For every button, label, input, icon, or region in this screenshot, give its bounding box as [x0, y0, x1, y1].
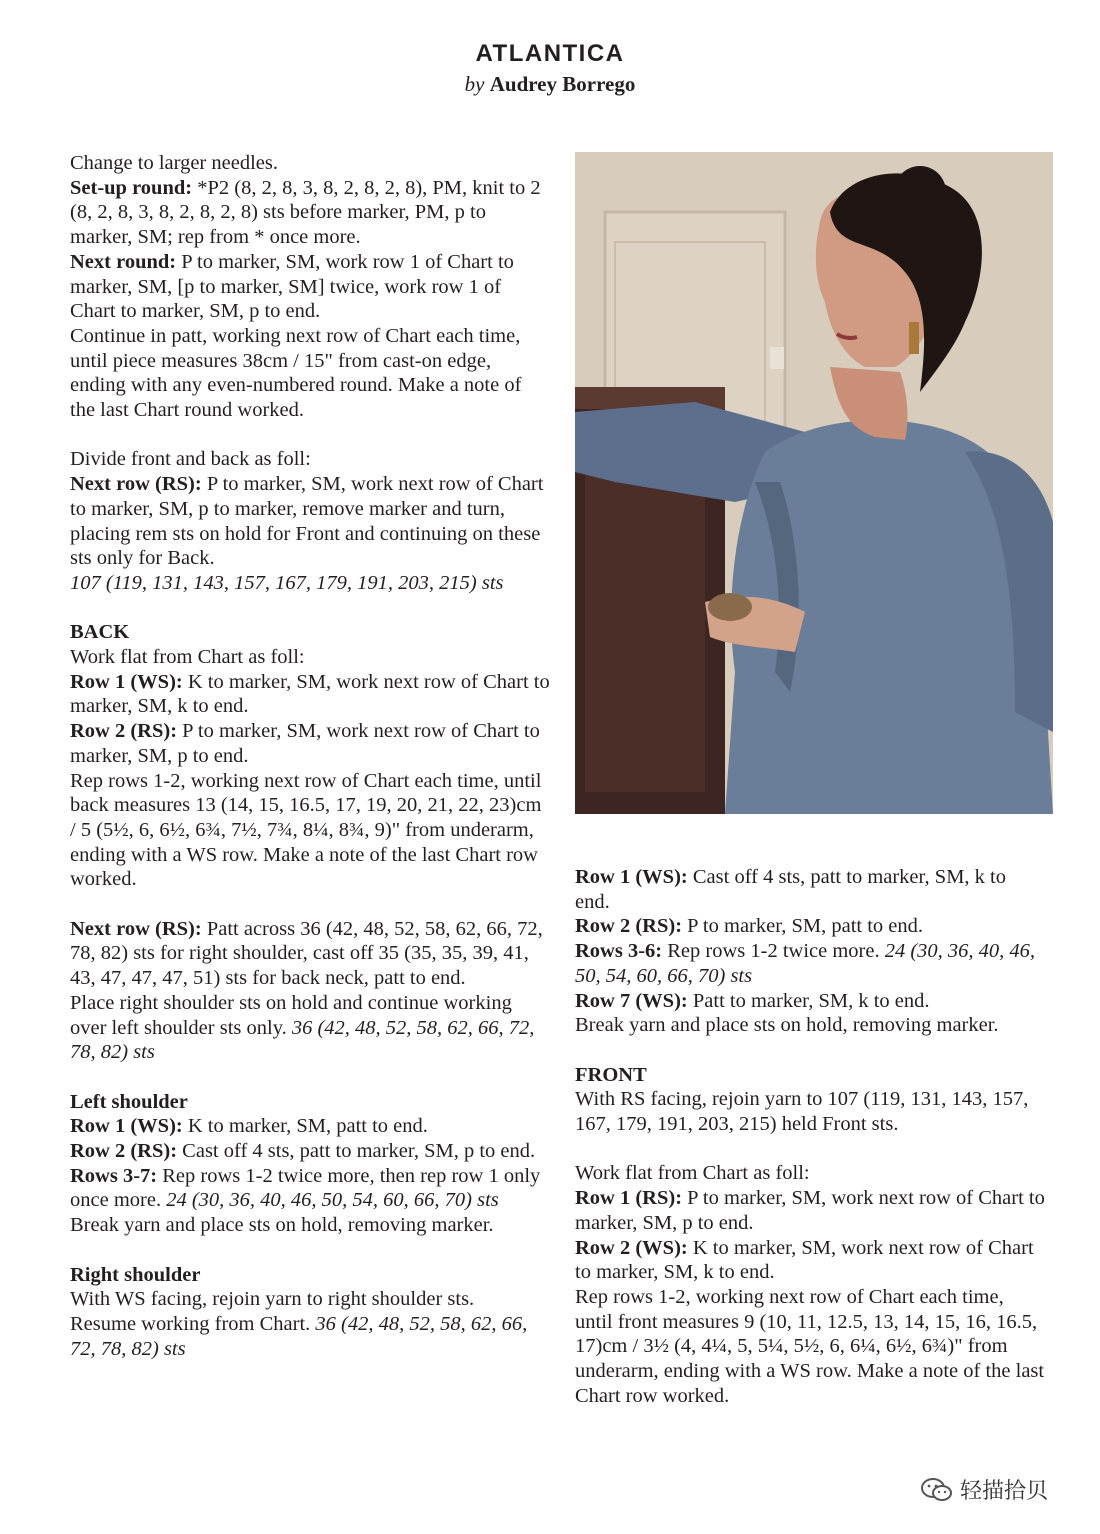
- label-divide-row: Next row (RS):: [70, 473, 202, 496]
- r-stitch-count: 24 (30, 36, 40, 46, 50, 54, 60, 66, 70) sts: [575, 940, 1036, 987]
- text-divide-row: P to marker, SM, work next row of Chart to marker, SM, p to marker, remove marker and turn, placing rem sts on hold for Front and continuing on these sts only for Back.: [70, 473, 544, 570]
- paragraph-divide-row: [70, 472, 550, 571]
- model-photo: [575, 152, 1053, 814]
- label-ls-row2: Row 2 (RS):: [70, 1140, 178, 1163]
- label-ls-rows37: Rows 3-7:: [70, 1164, 158, 1187]
- text-r-row1: Cast off 4 sts, patt to marker, SM, k to end.: [575, 866, 1006, 913]
- label-next-row: Next row (RS):: [70, 917, 202, 940]
- paragraph-fr-row2: [575, 1236, 1045, 1285]
- heading-left-shoulder: Left shoulder: [70, 1090, 188, 1113]
- paragraph-rs-2: [70, 1312, 550, 1361]
- text-next-row: Patt across 36 (42, 48, 52, 58, 62, 66, 72, 78, 82) sts for right shoulder, cast off 35 (35, 35, 39, 41, 43, 47, 47, 47, 51) sts for back neck, patt to end.: [70, 917, 543, 990]
- divide-stitch-count: 107 (119, 131, 143, 157, 167, 179, 191, 203, 215) sts: [70, 571, 504, 594]
- label-r-row1: Row 1 (WS):: [575, 866, 688, 888]
- text-r-rows36: Rep rows 1-2 twice more.: [662, 940, 885, 963]
- label-fr-row1: Row 1 (RS):: [575, 1187, 683, 1210]
- text-back-row2: P to marker, SM, work next row of Chart to marker, SM, p to end.: [70, 720, 540, 767]
- photo-illustration: [575, 152, 1053, 814]
- paragraph-rs-1: With WS facing, rejoin yarn to right shoulder sts.: [70, 1288, 475, 1311]
- text-fr-row1: P to marker, SM, work next row of Chart to marker, SM, p to end.: [575, 1187, 1045, 1234]
- text-ls-row1: K to marker, SM, patt to end.: [182, 1115, 428, 1138]
- paragraph-needles: Change to larger needles.: [70, 152, 278, 174]
- paragraph-r-row1: [575, 865, 1045, 914]
- pattern-title: ATLANTICA: [475, 40, 625, 67]
- wechat-icon: [920, 1477, 954, 1503]
- heading-right-shoulder: Right shoulder: [70, 1263, 201, 1286]
- label-ls-row1: Row 1 (WS):: [70, 1115, 183, 1138]
- label-r-row7: Row 7 (WS):: [575, 989, 688, 1012]
- paragraph-setup: [70, 176, 550, 250]
- paragraph-ls-row1: [70, 1114, 550, 1139]
- paragraph-r-row2: [575, 914, 1045, 939]
- label-back-row1: Row 1 (WS):: [70, 670, 183, 693]
- paragraph-fr-row1: [575, 1186, 1045, 1235]
- paragraph-r-row7: [575, 989, 1045, 1014]
- paragraph-front-rep: Rep rows 1-2, working next row of Chart each time, until front measures 9 (10, 11, 12.5, 13, 14, 15, 16, 16.5, 17)cm / 3½ (4, 4¼, 5, 5¼, 5½, 6, 6¼, 6½, 6¾)" from underarm, ending with a WS row. Make a note of the last Chart row worked.: [575, 1285, 1045, 1407]
- label-fr-row2: Row 2 (WS):: [575, 1236, 688, 1259]
- left-column: [70, 151, 550, 1361]
- label-r-rows36: Rows 3-6:: [575, 940, 663, 963]
- paragraph-next-row: [70, 917, 550, 991]
- paragraph-r-break: Break yarn and place sts on hold, removing marker.: [575, 1014, 999, 1037]
- byline: [0, 72, 1100, 97]
- author-name: Audrey Borrego: [489, 72, 636, 96]
- heading-front: FRONT: [575, 1063, 647, 1086]
- label-next-round: Next round:: [70, 250, 177, 273]
- byline-by: by: [464, 72, 485, 96]
- label-setup-round: Set-up round:: [70, 176, 193, 199]
- paragraph-ls-row2: [70, 1139, 550, 1164]
- paragraph-front-intro: Work flat from Chart as foll:: [575, 1162, 810, 1185]
- paragraph-next-round: [70, 250, 550, 324]
- paragraph-r-rows36: [575, 939, 1045, 988]
- label-r-row2: Row 2 (RS):: [575, 915, 683, 938]
- paragraph-back-row1: [70, 670, 550, 719]
- text-rs-2: Resume working from Chart.: [70, 1312, 316, 1335]
- paragraph-back-rep: Rep rows 1-2, working next row of Chart each time, until back measures 13 (14, 15, 16.5, 17, 19, 20, 21, 22, 23)cm / 5 (5½, 6, 6½, 6¾, 7½, 7¾, 8¼, 8¾, 9)" from underarm, ending with a WS row. Make a note of the last Chart row worked.: [70, 769, 542, 891]
- paragraph-place: [70, 991, 550, 1065]
- right-column: [575, 865, 1045, 1408]
- paragraph-divide: Divide front and back as foll:: [70, 448, 311, 471]
- text-fr-row2: K to marker, SM, work next row of Chart to marker, SM, k to end.: [575, 1236, 1034, 1284]
- paragraph-continue: Continue in patt, working next row of Chart each time, until piece measures 38cm / 15" from cast-on edge, ending with any even-numbered round. Make a note of the last Chart round worked.: [70, 324, 522, 422]
- paragraph-back-row2: [70, 719, 550, 768]
- watermark-text: 轻描拾贝: [960, 1479, 1049, 1504]
- text-place: Place right shoulder sts on hold and continue working over left shoulder sts only.: [70, 991, 512, 1039]
- paragraph-back-intro: Work flat from Chart as foll:: [70, 646, 305, 669]
- ls-stitch-count: 24 (30, 36, 40, 46, 50, 54, 60, 66, 70) sts: [166, 1189, 499, 1212]
- watermark: [920, 1474, 1048, 1505]
- text-back-row1: K to marker, SM, work next row of Chart to marker, SM, k to end.: [70, 670, 550, 718]
- paragraph-ls-break: Break yarn and place sts on hold, removing marker.: [70, 1214, 494, 1237]
- text-ls-row2: Cast off 4 sts, patt to marker, SM, p to end.: [177, 1140, 536, 1163]
- text-next-round: P to marker, SM, work row 1 of Chart to marker, SM, [p to marker, SM] twice, work row 1 of Chart to marker, SM, p to end.: [70, 250, 514, 323]
- rs-stitch-count: 36 (42, 48, 52, 58, 62, 66, 72, 78, 82) sts: [70, 1312, 528, 1360]
- paragraph-front: With RS facing, rejoin yarn to 107 (119, 131, 143, 157, 167, 179, 191, 203, 215) held Front sts.: [575, 1088, 1029, 1136]
- text-setup-round: *P2 (8, 2, 8, 3, 8, 2, 8, 2, 8), PM, knit to 2 (8, 2, 8, 3, 8, 2, 8, 2, 8) sts before marker, PM, p to marker, SM; rep from * once more.: [70, 176, 541, 249]
- place-stitch-count: 36 (42, 48, 52, 58, 62, 66, 72, 78, 82) sts: [70, 1016, 535, 1064]
- paragraph-ls-rows37: [70, 1164, 550, 1213]
- text-r-row2: P to marker, SM, patt to end.: [682, 915, 924, 938]
- heading-back: BACK: [70, 621, 130, 644]
- text-ls-rows37: Rep rows 1-2 twice more, then rep row 1 only once more.: [70, 1164, 541, 1212]
- label-back-row2: Row 2 (RS):: [70, 720, 178, 743]
- text-r-row7: Patt to marker, SM, k to end.: [687, 989, 930, 1012]
